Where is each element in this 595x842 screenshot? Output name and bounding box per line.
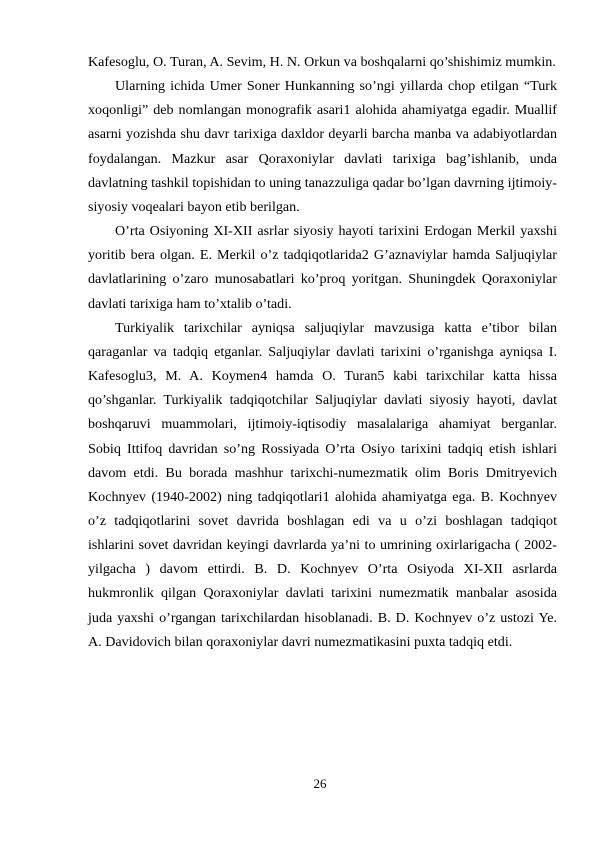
page-number: 26 — [313, 776, 327, 791]
paragraph-merkil-research: O’rta Osiyoning XI-XII asrlar siyosiy hayoti tarixini Erdogan Merkil yaxshi yoritib bera olgan. E. Merkil o’z tadqiqotlarida2 G’aznaviylar hamda Saljuqiylar davlatlarining o’zaro munosabatlari ko’proq yoritgan. Shuningdek Qoraxoniylar davlati tarixiga ham to’xtalib o’tadi. — [88, 223, 557, 312]
paragraph-continuation: Kafesoglu, O. Turan, A. Sevim, H. N. Orkun va boshqalarni qo’shishimiz mumkin. — [88, 54, 556, 70]
paragraph-turkish-historians: Turkiyalik tarixchilar ayniqsa saljuqiylar mavzusiga katta e’tibor bilan qaraganlar va tadqiq etganlar. Saljuqiylar davlati tarixini o’rganishga ayniqsa I. Kafesoglu3, M. A. Koymen4 hamda O. Turan5 kabi tarixchilar katta hissa qo’shganlar. Turkiyalik tadqiqotchilar Saljuqiylar davlati siyosiy hayoti, davlat boshqaruvi muammolari, ijtimoiy-iqtisodiy masalalariga ahamiyat berganlar. Sobiq Ittifoq davridan so’ng Rossiyada O’rta Osiyo tarixini tadqiq etish ishlari davom etdi. Bu borada mashhur tarixchi-numezmatik olim Boris Dmitryevich Kochnyev (1940-2002) ning tadqiqotlari1 alohida ahamiyatga ega. B. Kochnyev o’z tadqiqotlarini sovet davrida boshlagan edi va u o’zi boshlagan tadqiqot ishlarini sovet davridan keyingi davrlarda ya’ni to umrining oxirlarigacha ( 2002-yilgacha ) davom ettirdi. B. D. Kochnyev O’rta Osiyoda XI-XII asrlarda hukmronlik qilgan Qoraxoniylar davlati tarixini numezmatik manbalar asosida juda yaxshi o’rgangan tarixchilardan hisoblanadi. B. D. Kochnyev o’z ustozi Ye. A. Davidovich bilan qoraxoniylar davri numezmatikasini puxta tadqiq etdi. — [88, 319, 557, 650]
paragraph-hunkan-monograph: Ularning ichida Umer Soner Hunkanning so’ngi yillarda chop etilgan “Turk xoqonligi” deb nomlangan monografik asari1 alohida ahamiyatga egadir. Muallif asarni yozishda shu davr tarixiga daxldor deyarli barcha manba va adabiyotlardan foydalangan. Mazkur asar Qoraxoniylar davlati tarixiga bag’ishlanib, unda davlatning tashkil topishidan to uning tanazzuliga qadar bo’lgan davrning ijtimoiy-siyosiy voqealari bayon etib berilgan. — [88, 78, 557, 215]
body-text — [88, 50, 557, 654]
